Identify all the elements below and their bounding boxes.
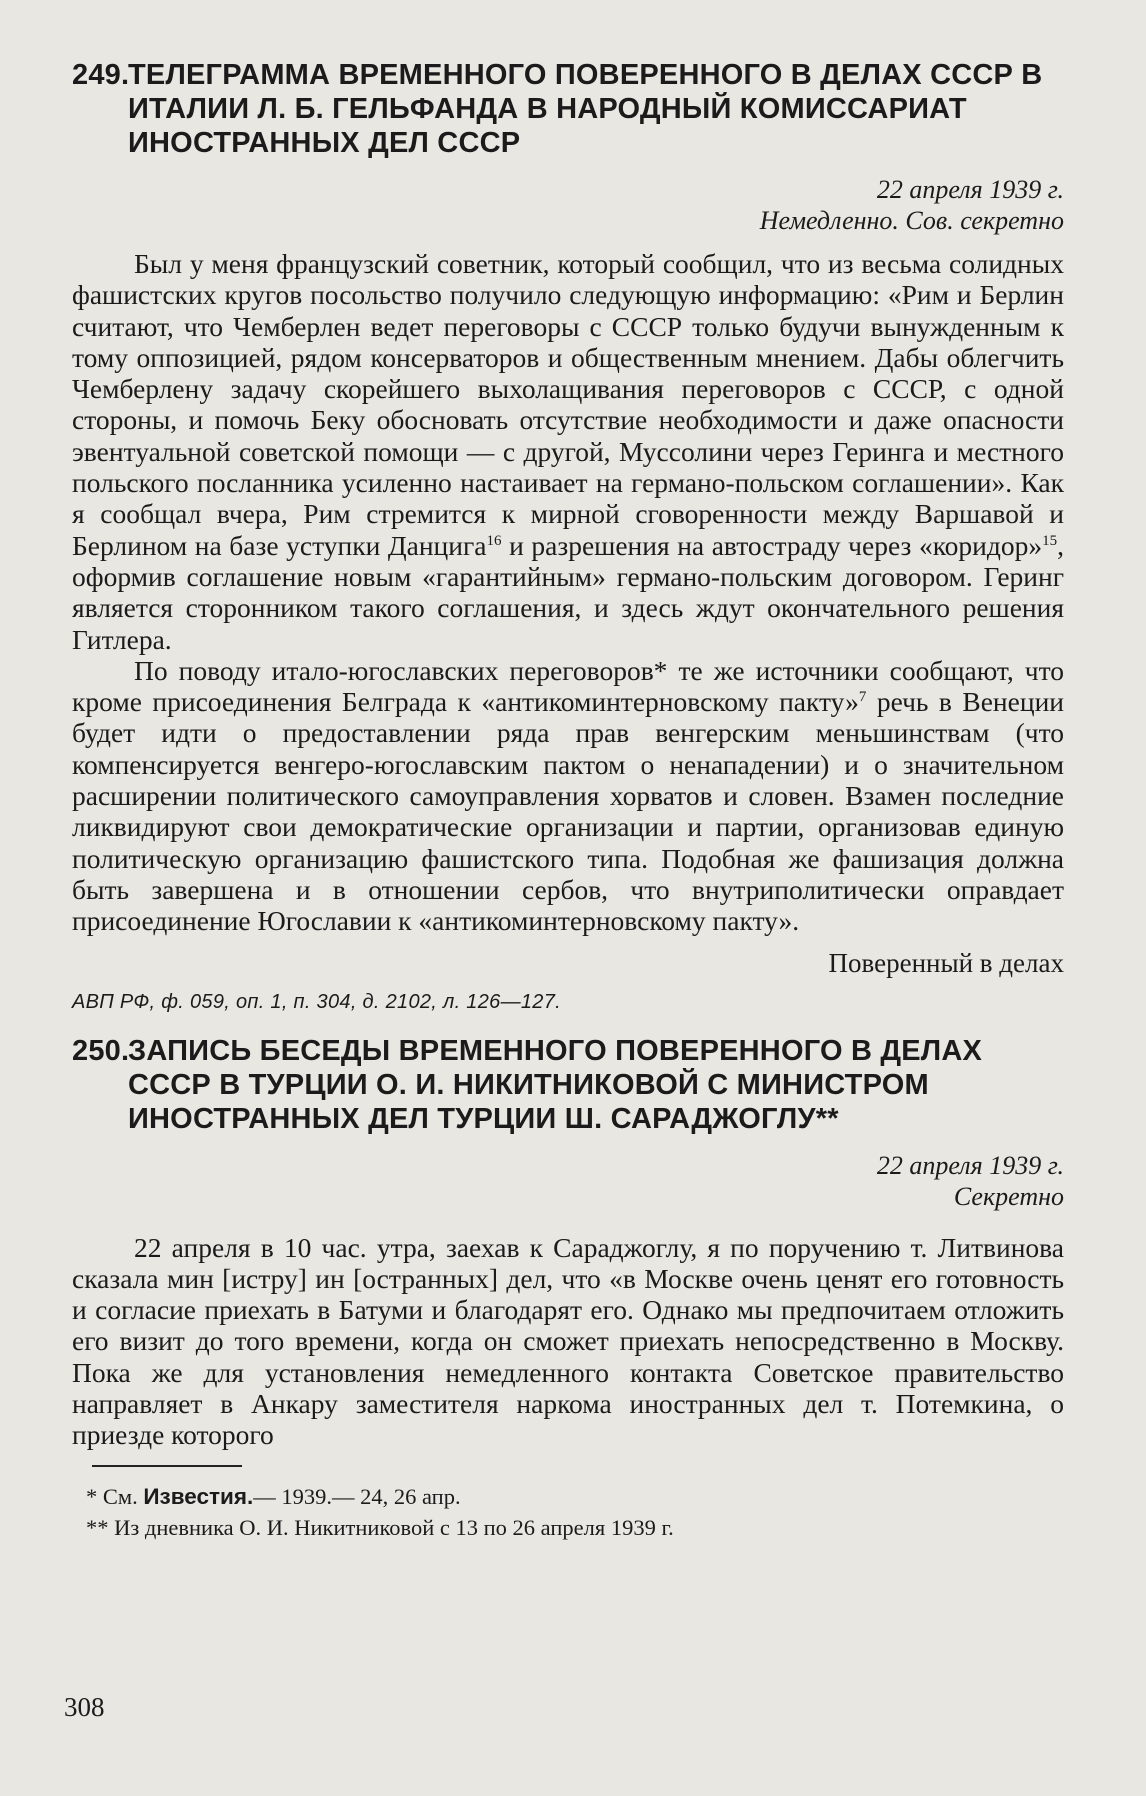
doc-250-paragraph-1: 22 апреля в 10 час. утра, заехав к Сараджоглу, я по поручению т. Литвинова сказала мин [истру] ин [остранных] дел, что «в Москве очень ценят его готовность и согласие приехать в Батуми и благодарят его. Однако мы предпочитаем отложить его визит до того времени, когда он сможет приехать непосредственно в Москву. Пока же для установления немедленного контакта Советское правительство направляет в Анкару заместителя наркома иностранных дел т. Потемкина, о приезде которого — [72, 1231, 1064, 1451]
doc-249-archive-source: АВП РФ, ф. 059, оп. 1, п. 304, д. 2102, л. 126—127. — [72, 990, 562, 1013]
page-number: 308 — [64, 1692, 105, 1722]
doc-250-classification: Секретно — [953, 1181, 1064, 1211]
doc-249-heading — [72, 58, 1064, 160]
doc-249-title: ТЕЛЕГРАММА ВРЕМЕННОГО ПОВЕРЕННОГО В ДЕЛАХ СССР В ИТАЛИИ Л. Б. ГЕЛЬФАНДА В НАРОДНЫЙ КОМИССАРИАТ ИНОСТРАННЫХ ДЕЛ СССР — [128, 59, 1043, 159]
doc-249-number: 249. — [72, 59, 130, 91]
endnote-ref: 7 — [858, 689, 867, 705]
endnote-ref: 15 — [1042, 532, 1058, 549]
doc-249-signature: Поверенный в делах — [828, 947, 1064, 978]
doc-249-date: 22 апреля 1939 г. — [876, 175, 1064, 204]
endnote-ref: 16 — [486, 532, 502, 549]
footnote-2: ** Из дневника О. И. Никитниковой с 13 по 26 апреля 1939 г. — [86, 1514, 674, 1540]
doc-249-paragraph-2: По поводу итало-югославских переговоров* те же источники сообщают, что кроме присоединения Белграда к «антикоминтерновскому пакту»$^7$ речь в Венеции будет идти о предоставлении ряда прав венгерским меньшинствам (что компенсируется венгеро-югославским пактом о ненападении) и о значительном расширении политического самоуправления хорватов и словен. Взамен последние ликвидируют свои демократические организации и партии, организовав единую политическую организацию фашистского типа. Подобная же фашизация должна быть завершена и в отношении сербов, что внутриполитически оправдает присоединение Югославии к «антикоминтерновскому пакту». — [72, 654, 1064, 937]
doc-249-classification: Немедленно. Сов. секретно — [759, 206, 1064, 235]
doc-250-title: ЗАПИСЬ БЕСЕДЫ ВРЕМЕННОГО ПОВЕРЕННОГО В ДЕЛАХ СССР В ТУРЦИИ О. И. НИКИТНИКОВОЙ С МИНИСТРОМ ИНОСТРАННЫХ ДЕЛ ТУРЦИИ Ш. САРАДЖОГЛУ** — [128, 1034, 983, 1135]
doc-249-paragraph-1: Был у меня французский советник, который сообщил, что из весьма солидных фашистских кругов посольство получило следующую информацию: «Рим и Берлин считают, что Чемберлен ведет переговоры с СССР только будучи вынужденным к тому оппозицией, рядом консерваторов и общественным мнением. Дабы облегчить Чемберлену задачу скорейшего выхолащивания переговоров с СССР, с одной стороны, и помочь Беку обосновать отсутствие необходимости и даже опасности эвентуальной советской помощи — с другой, Муссолини через Геринга и местного польского посланника усиленно настаивает на германо-польском соглашении». Как я сообщал вчера, Рим стремится к мирной сговоренности между Варшавой и Берлином на базе уступки Данцига$^{16}$ и разрешения на автостраду через «коридор»$^{15}$, оформив соглашение новым «гарантийным» германо-польским договором. Геринг является сторонником такого соглашения, и здесь ждут окончательного решения Гитлера. — [72, 248, 1064, 655]
doc-250-heading — [72, 1034, 1064, 1136]
footnote-separator — [92, 1465, 242, 1467]
doc-250-number: 250. — [72, 1034, 130, 1067]
footnote-1: * См. Известия.— 1939.— 24, 26 апр. — [86, 1483, 461, 1509]
doc-250-date: 22 апреля 1939 г. — [876, 1150, 1064, 1180]
